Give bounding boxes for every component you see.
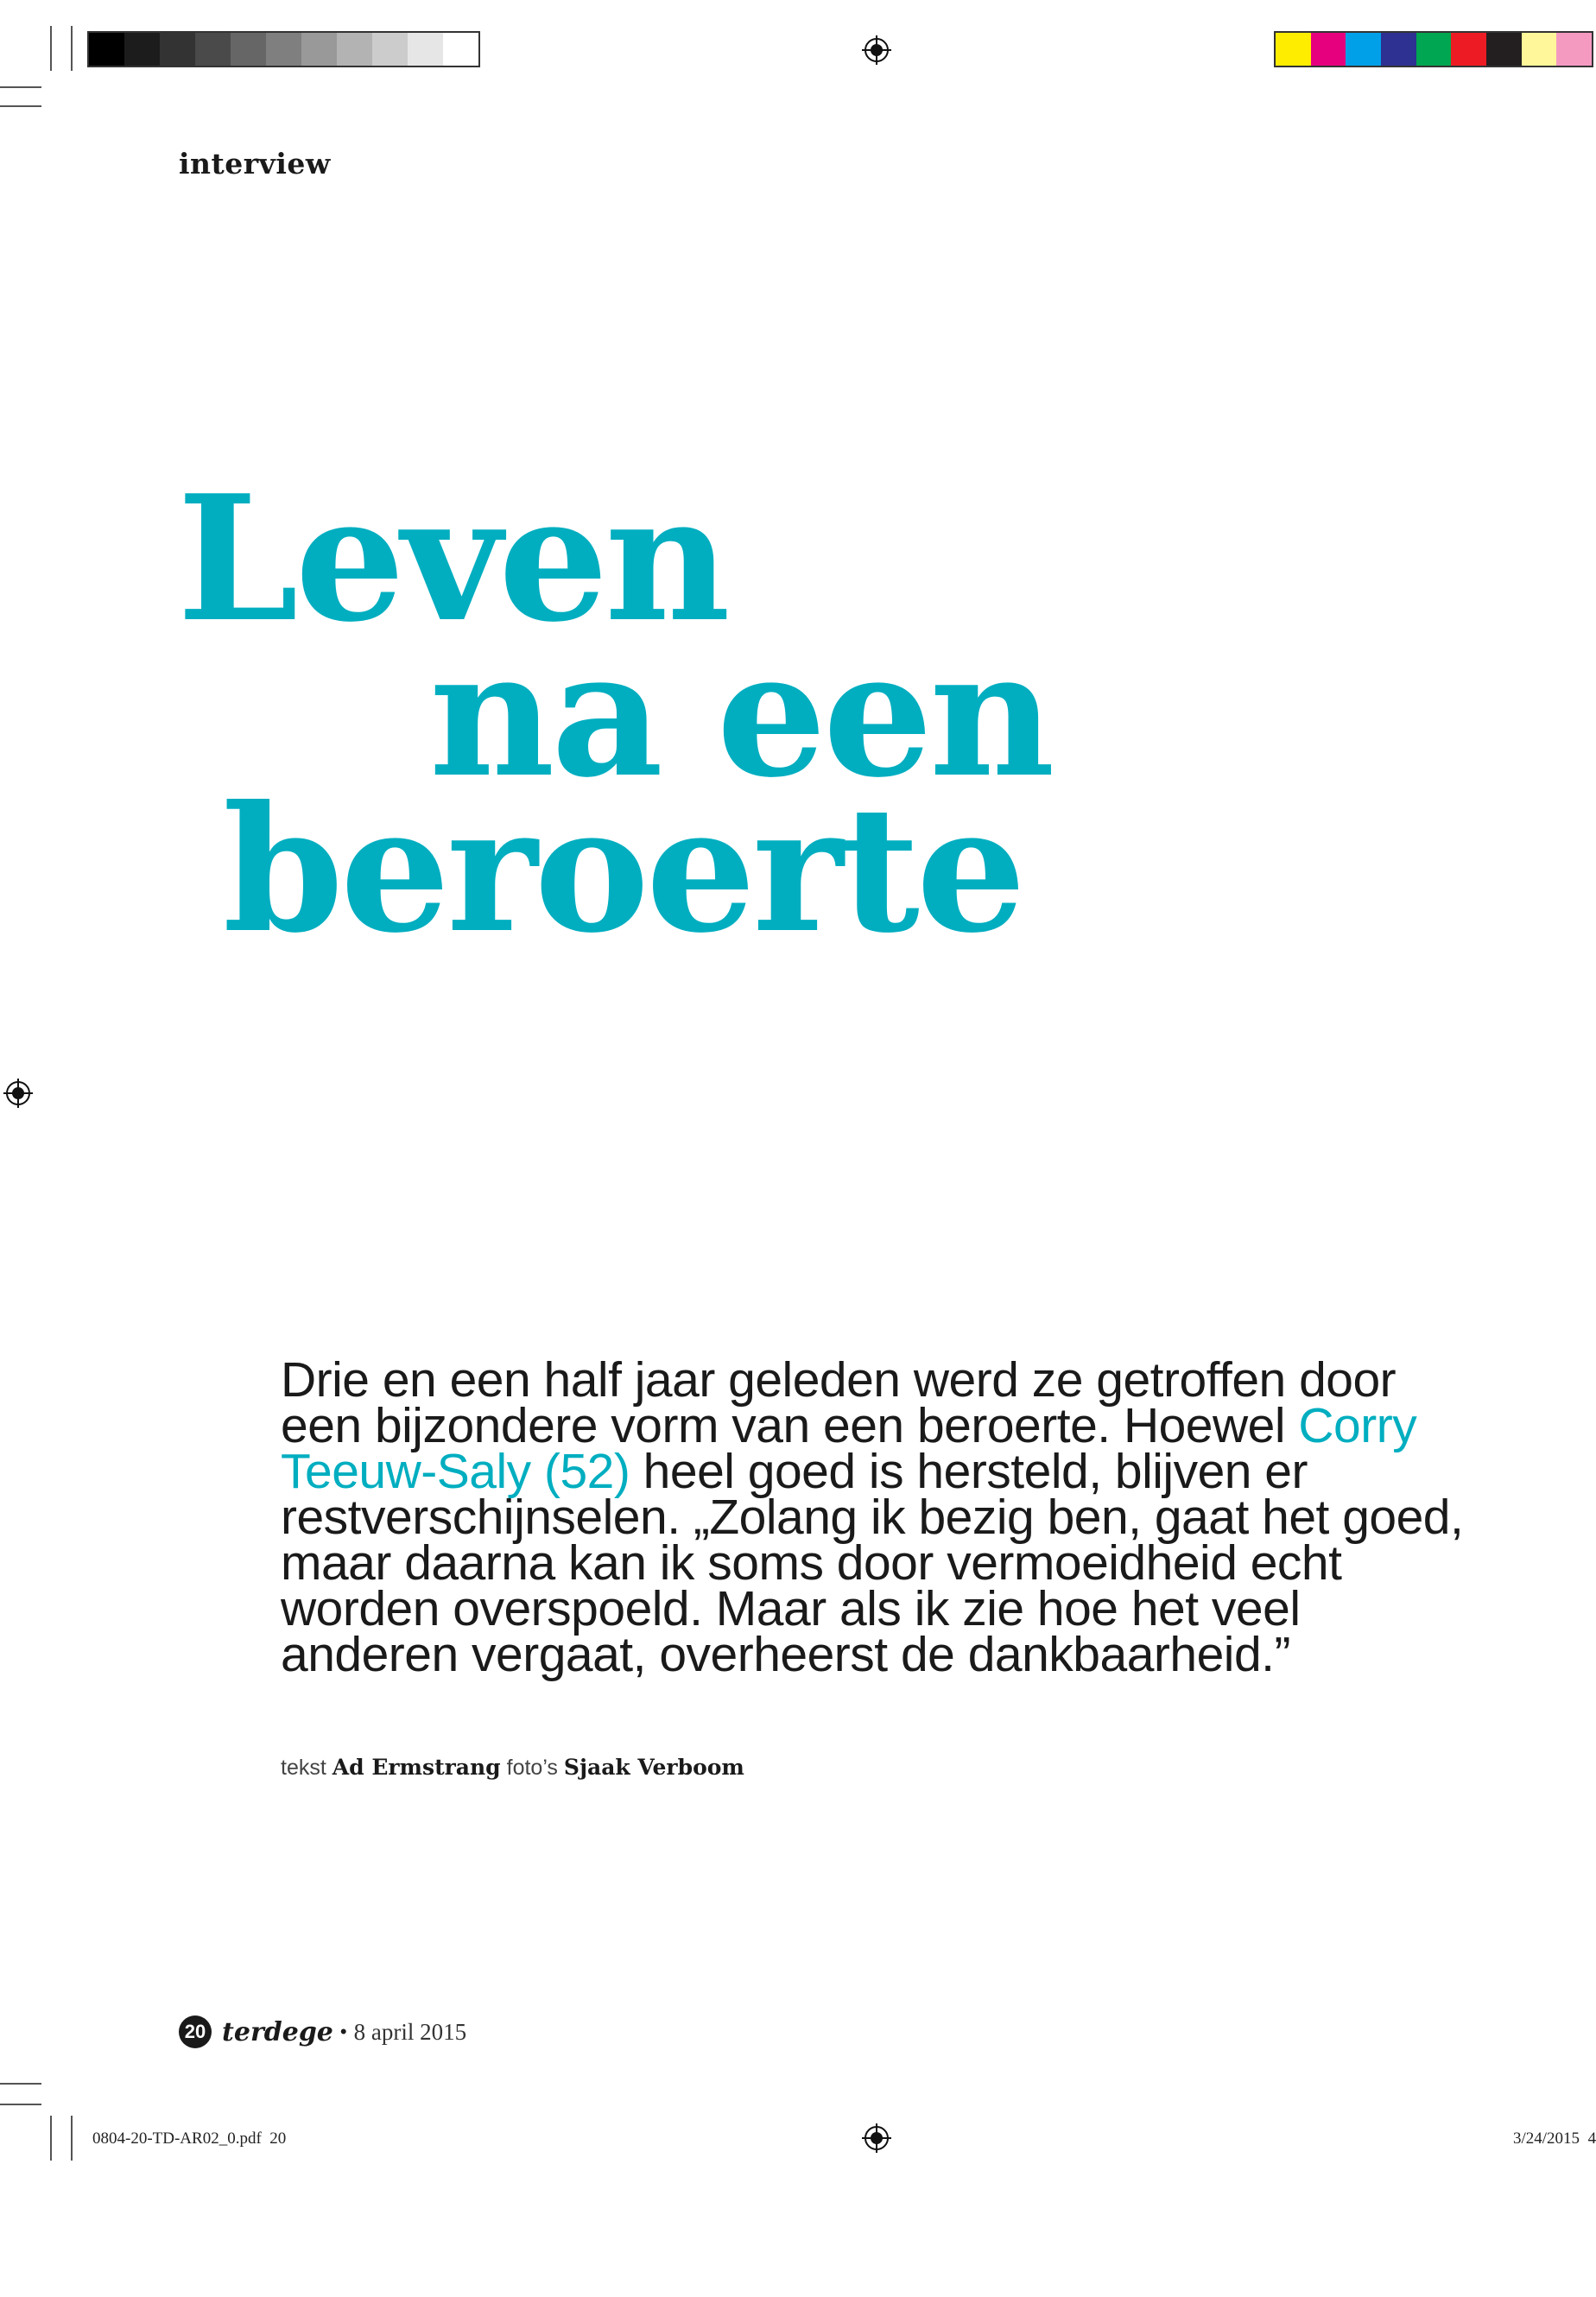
grayscale-swatch-7 xyxy=(301,33,337,66)
process-color-swatch-2 xyxy=(1311,33,1346,66)
crop-mark-bottom-left-v2 xyxy=(71,2116,73,2161)
footer-separator: • xyxy=(339,2021,347,2042)
registration-mark-top xyxy=(862,35,891,65)
intro-text-part-1: Drie en een half jaar geleden werd ze getroffen door een bijzondere vorm van een beroerte. Hoewel xyxy=(281,1352,1396,1453)
process-color-swatch-7 xyxy=(1486,33,1522,66)
grayscale-calibration-strip xyxy=(87,31,480,67)
process-color-swatch-5 xyxy=(1416,33,1452,66)
section-label: interview xyxy=(179,147,331,180)
intro-paragraph xyxy=(281,1352,1490,1682)
crop-mark-top-left-v2 xyxy=(71,26,73,71)
grayscale-swatch-9 xyxy=(372,33,408,66)
intro-highlight-name: Corry Teeuw-Saly (52) xyxy=(281,1398,1417,1499)
grayscale-swatch-1 xyxy=(89,33,124,66)
page-number-badge: 20 xyxy=(179,2015,212,2048)
grayscale-swatch-2 xyxy=(124,33,160,66)
issue-date: 8 april 2015 xyxy=(353,2018,467,2045)
headline-line-2: na een xyxy=(429,613,1052,816)
grayscale-swatch-3 xyxy=(160,33,195,66)
process-color-swatch-8 xyxy=(1522,33,1557,66)
magazine-logo: terdege xyxy=(222,2016,333,2047)
grayscale-swatch-6 xyxy=(266,33,301,66)
registration-mark-bottom xyxy=(862,2123,891,2153)
slug-page: 20 xyxy=(269,2129,287,2148)
crop-mark-top-left-v1 xyxy=(50,26,52,71)
crop-mark-top-left-h2 xyxy=(0,105,41,107)
process-color-swatch-6 xyxy=(1451,33,1486,66)
color-calibration-strip xyxy=(1274,31,1593,67)
crop-mark-bottom-left-h xyxy=(0,2083,41,2085)
headline-line-3: beroerte xyxy=(223,769,1023,971)
crop-mark-bottom-left-v1 xyxy=(50,2116,52,2161)
process-color-swatch-4 xyxy=(1381,33,1416,66)
registration-mark-left xyxy=(3,1079,33,1108)
crop-mark-bottom-left-h2 xyxy=(0,2104,41,2105)
credit-photographer: Sjaak Verboom xyxy=(563,1755,744,1780)
slug-filename: 0804-20-TD-AR02_0.pdf xyxy=(92,2129,262,2148)
byline-credits xyxy=(281,1755,744,1781)
slug-date: 3/24/2015 xyxy=(1513,2129,1580,2148)
grayscale-swatch-8 xyxy=(337,33,372,66)
grayscale-swatch-4 xyxy=(195,33,231,66)
intro-text-part-2: heel goed is hersteld, blijven er restverschijnselen. „Zolang ik bezig ben, gaat het goed, maar daarna kan ik soms door vermoeidheid echt worden overspoeld. Maar als ik zie hoe het veel anderen vergaat, overheerst de dankbaarheid.” xyxy=(281,1444,1464,1682)
process-color-swatch-9 xyxy=(1556,33,1592,66)
grayscale-swatch-10 xyxy=(408,33,443,66)
slug-trailing: 4 xyxy=(1587,2129,1596,2148)
print-slug-file xyxy=(92,2129,286,2148)
page-footer xyxy=(179,2015,466,2049)
crop-mark-top-left-h xyxy=(0,86,41,88)
grayscale-swatch-5 xyxy=(231,33,266,66)
credit-text-label: tekst xyxy=(281,1756,326,1780)
process-color-swatch-1 xyxy=(1276,33,1311,66)
process-color-swatch-3 xyxy=(1346,33,1381,66)
credit-author: Ad Ermstrang xyxy=(332,1755,501,1780)
credit-photo-label: foto’s xyxy=(506,1756,558,1780)
headline-line-1: Leven xyxy=(177,458,727,661)
grayscale-swatch-11 xyxy=(443,33,478,66)
print-slug-date xyxy=(1513,2129,1596,2148)
